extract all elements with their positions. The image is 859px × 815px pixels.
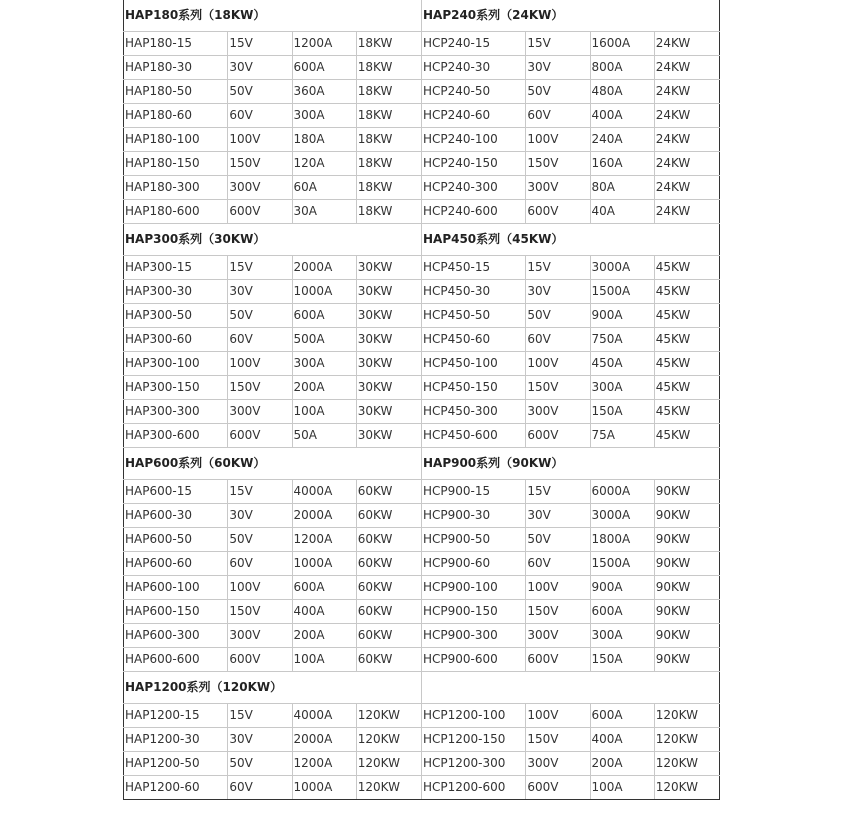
right-voltage-cell: 60V bbox=[526, 552, 590, 576]
right-power-cell: 90KW bbox=[654, 552, 719, 576]
right-model-cell: HCP900-600 bbox=[421, 648, 525, 672]
left-voltage-cell: 150V bbox=[228, 152, 292, 176]
left-model-cell: HAP1200-15 bbox=[124, 704, 228, 728]
right-current-cell: 800A bbox=[590, 56, 654, 80]
left-voltage-cell: 30V bbox=[228, 728, 292, 752]
right-model-cell: HCP1200-150 bbox=[421, 728, 525, 752]
right-current-cell: 400A bbox=[590, 728, 654, 752]
table-row bbox=[124, 552, 720, 576]
left-current-cell: 360A bbox=[292, 80, 356, 104]
series-title-left: HAP180系列（18KW） bbox=[124, 0, 422, 32]
left-model-cell: HAP300-15 bbox=[124, 256, 228, 280]
left-power-cell: 30KW bbox=[356, 352, 421, 376]
table-row bbox=[124, 328, 720, 352]
table-row bbox=[124, 104, 720, 128]
right-voltage-cell: 50V bbox=[526, 304, 590, 328]
right-current-cell: 75A bbox=[590, 424, 654, 448]
series-header-row bbox=[124, 224, 720, 256]
table-row bbox=[124, 624, 720, 648]
table-row bbox=[124, 528, 720, 552]
right-voltage-cell: 15V bbox=[526, 256, 590, 280]
table-row bbox=[124, 256, 720, 280]
left-model-cell: HAP300-150 bbox=[124, 376, 228, 400]
table-row bbox=[124, 376, 720, 400]
left-current-cell: 200A bbox=[292, 376, 356, 400]
left-voltage-cell: 50V bbox=[228, 304, 292, 328]
right-voltage-cell: 600V bbox=[526, 648, 590, 672]
left-current-cell: 1000A bbox=[292, 280, 356, 304]
right-current-cell: 1500A bbox=[590, 280, 654, 304]
right-power-cell: 24KW bbox=[654, 32, 719, 56]
left-model-cell: HAP180-150 bbox=[124, 152, 228, 176]
right-voltage-cell: 100V bbox=[526, 576, 590, 600]
left-model-cell: HAP300-50 bbox=[124, 304, 228, 328]
left-model-cell: HAP180-600 bbox=[124, 200, 228, 224]
right-power-cell: 24KW bbox=[654, 104, 719, 128]
right-model-cell: HCP240-150 bbox=[421, 152, 525, 176]
table-row bbox=[124, 200, 720, 224]
left-voltage-cell: 15V bbox=[228, 32, 292, 56]
right-power-cell: 24KW bbox=[654, 80, 719, 104]
right-current-cell: 900A bbox=[590, 576, 654, 600]
table-row bbox=[124, 32, 720, 56]
right-model-cell: HCP900-50 bbox=[421, 528, 525, 552]
right-current-cell: 240A bbox=[590, 128, 654, 152]
right-power-cell: 90KW bbox=[654, 528, 719, 552]
table-row bbox=[124, 304, 720, 328]
left-power-cell: 60KW bbox=[356, 624, 421, 648]
table-row bbox=[124, 128, 720, 152]
left-model-cell: HAP600-100 bbox=[124, 576, 228, 600]
left-model-cell: HAP180-30 bbox=[124, 56, 228, 80]
spec-table bbox=[123, 0, 720, 800]
right-model-cell: HCP900-300 bbox=[421, 624, 525, 648]
right-voltage-cell: 150V bbox=[526, 600, 590, 624]
series-title-right: HAP450系列（45KW） bbox=[421, 224, 719, 256]
right-power-cell: 90KW bbox=[654, 624, 719, 648]
right-voltage-cell: 100V bbox=[526, 352, 590, 376]
left-current-cell: 50A bbox=[292, 424, 356, 448]
left-current-cell: 100A bbox=[292, 648, 356, 672]
series-title-right: HAP240系列（24KW） bbox=[421, 0, 719, 32]
right-current-cell: 300A bbox=[590, 624, 654, 648]
left-current-cell: 4000A bbox=[292, 480, 356, 504]
series-title-right: HAP900系列（90KW） bbox=[421, 448, 719, 480]
right-voltage-cell: 15V bbox=[526, 480, 590, 504]
table-row bbox=[124, 752, 720, 776]
left-voltage-cell: 30V bbox=[228, 56, 292, 80]
right-model-cell: HCP450-100 bbox=[421, 352, 525, 376]
left-model-cell: HAP600-50 bbox=[124, 528, 228, 552]
table-row bbox=[124, 648, 720, 672]
right-model-cell: HCP450-300 bbox=[421, 400, 525, 424]
right-current-cell: 3000A bbox=[590, 256, 654, 280]
right-current-cell: 600A bbox=[590, 704, 654, 728]
right-current-cell: 1600A bbox=[590, 32, 654, 56]
right-model-cell: HCP900-60 bbox=[421, 552, 525, 576]
right-voltage-cell: 60V bbox=[526, 328, 590, 352]
left-voltage-cell: 50V bbox=[228, 528, 292, 552]
left-power-cell: 18KW bbox=[356, 32, 421, 56]
right-model-cell: HCP240-600 bbox=[421, 200, 525, 224]
left-power-cell: 30KW bbox=[356, 376, 421, 400]
right-voltage-cell: 50V bbox=[526, 528, 590, 552]
right-model-cell: HCP900-30 bbox=[421, 504, 525, 528]
table-row bbox=[124, 600, 720, 624]
left-model-cell: HAP180-100 bbox=[124, 128, 228, 152]
right-current-cell: 900A bbox=[590, 304, 654, 328]
left-model-cell: HAP300-600 bbox=[124, 424, 228, 448]
left-current-cell: 180A bbox=[292, 128, 356, 152]
right-model-cell: HCP450-30 bbox=[421, 280, 525, 304]
left-voltage-cell: 300V bbox=[228, 176, 292, 200]
right-model-cell: HCP450-15 bbox=[421, 256, 525, 280]
right-power-cell: 24KW bbox=[654, 176, 719, 200]
right-power-cell: 90KW bbox=[654, 600, 719, 624]
right-current-cell: 40A bbox=[590, 200, 654, 224]
right-current-cell: 3000A bbox=[590, 504, 654, 528]
right-model-cell: HCP1200-600 bbox=[421, 776, 525, 800]
table-row bbox=[124, 152, 720, 176]
left-model-cell: HAP600-15 bbox=[124, 480, 228, 504]
left-model-cell: HAP600-150 bbox=[124, 600, 228, 624]
right-current-cell: 100A bbox=[590, 776, 654, 800]
right-voltage-cell: 300V bbox=[526, 400, 590, 424]
right-power-cell: 45KW bbox=[654, 424, 719, 448]
left-model-cell: HAP600-30 bbox=[124, 504, 228, 528]
left-current-cell: 2000A bbox=[292, 728, 356, 752]
left-current-cell: 2000A bbox=[292, 504, 356, 528]
right-current-cell: 160A bbox=[590, 152, 654, 176]
right-current-cell: 480A bbox=[590, 80, 654, 104]
left-voltage-cell: 50V bbox=[228, 80, 292, 104]
right-model-cell: HCP240-100 bbox=[421, 128, 525, 152]
left-voltage-cell: 60V bbox=[228, 776, 292, 800]
right-voltage-cell: 30V bbox=[526, 280, 590, 304]
left-voltage-cell: 15V bbox=[228, 256, 292, 280]
left-power-cell: 60KW bbox=[356, 528, 421, 552]
right-voltage-cell: 600V bbox=[526, 776, 590, 800]
left-current-cell: 600A bbox=[292, 576, 356, 600]
left-current-cell: 400A bbox=[292, 600, 356, 624]
right-model-cell: HCP450-60 bbox=[421, 328, 525, 352]
left-power-cell: 120KW bbox=[356, 704, 421, 728]
spec-table-body bbox=[124, 0, 720, 800]
right-voltage-cell: 60V bbox=[526, 104, 590, 128]
left-power-cell: 18KW bbox=[356, 128, 421, 152]
right-power-cell: 45KW bbox=[654, 280, 719, 304]
left-power-cell: 18KW bbox=[356, 200, 421, 224]
right-power-cell: 45KW bbox=[654, 352, 719, 376]
series-title-left: HAP1200系列（120KW） bbox=[124, 672, 422, 704]
left-voltage-cell: 50V bbox=[228, 752, 292, 776]
right-power-cell: 90KW bbox=[654, 648, 719, 672]
right-model-cell: HCP1200-300 bbox=[421, 752, 525, 776]
left-power-cell: 60KW bbox=[356, 576, 421, 600]
series-title-right bbox=[421, 672, 719, 704]
left-model-cell: HAP600-600 bbox=[124, 648, 228, 672]
table-row bbox=[124, 424, 720, 448]
right-voltage-cell: 300V bbox=[526, 624, 590, 648]
right-voltage-cell: 150V bbox=[526, 376, 590, 400]
left-model-cell: HAP1200-30 bbox=[124, 728, 228, 752]
left-voltage-cell: 600V bbox=[228, 648, 292, 672]
series-header-row bbox=[124, 448, 720, 480]
right-voltage-cell: 30V bbox=[526, 504, 590, 528]
right-voltage-cell: 100V bbox=[526, 704, 590, 728]
left-voltage-cell: 600V bbox=[228, 424, 292, 448]
right-model-cell: HCP240-30 bbox=[421, 56, 525, 80]
left-power-cell: 30KW bbox=[356, 400, 421, 424]
left-current-cell: 1200A bbox=[292, 752, 356, 776]
right-power-cell: 45KW bbox=[654, 256, 719, 280]
left-voltage-cell: 100V bbox=[228, 576, 292, 600]
left-model-cell: HAP1200-60 bbox=[124, 776, 228, 800]
left-current-cell: 1200A bbox=[292, 528, 356, 552]
right-power-cell: 120KW bbox=[654, 776, 719, 800]
right-current-cell: 600A bbox=[590, 600, 654, 624]
left-current-cell: 100A bbox=[292, 400, 356, 424]
right-power-cell: 120KW bbox=[654, 728, 719, 752]
right-current-cell: 1800A bbox=[590, 528, 654, 552]
right-power-cell: 45KW bbox=[654, 376, 719, 400]
right-voltage-cell: 30V bbox=[526, 56, 590, 80]
right-model-cell: HCP900-15 bbox=[421, 480, 525, 504]
right-power-cell: 24KW bbox=[654, 152, 719, 176]
left-current-cell: 300A bbox=[292, 352, 356, 376]
left-model-cell: HAP600-300 bbox=[124, 624, 228, 648]
left-voltage-cell: 300V bbox=[228, 624, 292, 648]
left-voltage-cell: 60V bbox=[228, 104, 292, 128]
left-power-cell: 60KW bbox=[356, 648, 421, 672]
right-model-cell: HCP450-50 bbox=[421, 304, 525, 328]
left-model-cell: HAP180-15 bbox=[124, 32, 228, 56]
right-model-cell: HCP240-300 bbox=[421, 176, 525, 200]
left-current-cell: 120A bbox=[292, 152, 356, 176]
left-model-cell: HAP300-300 bbox=[124, 400, 228, 424]
right-power-cell: 24KW bbox=[654, 128, 719, 152]
left-current-cell: 1000A bbox=[292, 776, 356, 800]
right-power-cell: 24KW bbox=[654, 56, 719, 80]
left-model-cell: HAP180-50 bbox=[124, 80, 228, 104]
table-row bbox=[124, 280, 720, 304]
left-model-cell: HAP180-300 bbox=[124, 176, 228, 200]
left-power-cell: 18KW bbox=[356, 104, 421, 128]
series-title-left: HAP600系列（60KW） bbox=[124, 448, 422, 480]
table-row bbox=[124, 56, 720, 80]
right-model-cell: HCP450-150 bbox=[421, 376, 525, 400]
right-current-cell: 450A bbox=[590, 352, 654, 376]
left-current-cell: 500A bbox=[292, 328, 356, 352]
left-voltage-cell: 15V bbox=[228, 480, 292, 504]
left-power-cell: 60KW bbox=[356, 552, 421, 576]
right-power-cell: 120KW bbox=[654, 752, 719, 776]
left-model-cell: HAP180-60 bbox=[124, 104, 228, 128]
table-row bbox=[124, 504, 720, 528]
table-row bbox=[124, 704, 720, 728]
left-current-cell: 600A bbox=[292, 56, 356, 80]
right-power-cell: 90KW bbox=[654, 504, 719, 528]
right-current-cell: 150A bbox=[590, 648, 654, 672]
right-power-cell: 45KW bbox=[654, 304, 719, 328]
right-power-cell: 120KW bbox=[654, 704, 719, 728]
left-voltage-cell: 30V bbox=[228, 504, 292, 528]
table-row bbox=[124, 176, 720, 200]
right-model-cell: HCP240-15 bbox=[421, 32, 525, 56]
right-current-cell: 300A bbox=[590, 376, 654, 400]
left-power-cell: 120KW bbox=[356, 776, 421, 800]
right-voltage-cell: 300V bbox=[526, 176, 590, 200]
left-current-cell: 200A bbox=[292, 624, 356, 648]
left-current-cell: 1200A bbox=[292, 32, 356, 56]
left-current-cell: 1000A bbox=[292, 552, 356, 576]
left-power-cell: 18KW bbox=[356, 152, 421, 176]
left-power-cell: 60KW bbox=[356, 504, 421, 528]
right-current-cell: 200A bbox=[590, 752, 654, 776]
right-model-cell: HCP900-100 bbox=[421, 576, 525, 600]
left-power-cell: 120KW bbox=[356, 752, 421, 776]
left-power-cell: 18KW bbox=[356, 56, 421, 80]
left-model-cell: HAP300-60 bbox=[124, 328, 228, 352]
left-power-cell: 60KW bbox=[356, 480, 421, 504]
right-model-cell: HCP240-50 bbox=[421, 80, 525, 104]
left-voltage-cell: 150V bbox=[228, 600, 292, 624]
left-current-cell: 60A bbox=[292, 176, 356, 200]
series-title-left: HAP300系列（30KW） bbox=[124, 224, 422, 256]
right-voltage-cell: 100V bbox=[526, 128, 590, 152]
left-model-cell: HAP1200-50 bbox=[124, 752, 228, 776]
table-row bbox=[124, 480, 720, 504]
left-voltage-cell: 150V bbox=[228, 376, 292, 400]
table-row bbox=[124, 728, 720, 752]
left-power-cell: 18KW bbox=[356, 176, 421, 200]
right-power-cell: 24KW bbox=[654, 200, 719, 224]
left-power-cell: 30KW bbox=[356, 256, 421, 280]
left-voltage-cell: 60V bbox=[228, 328, 292, 352]
left-current-cell: 300A bbox=[292, 104, 356, 128]
table-row bbox=[124, 400, 720, 424]
table-row bbox=[124, 80, 720, 104]
left-voltage-cell: 15V bbox=[228, 704, 292, 728]
right-voltage-cell: 600V bbox=[526, 200, 590, 224]
table-row bbox=[124, 776, 720, 800]
right-current-cell: 1500A bbox=[590, 552, 654, 576]
right-current-cell: 400A bbox=[590, 104, 654, 128]
left-current-cell: 600A bbox=[292, 304, 356, 328]
right-power-cell: 45KW bbox=[654, 400, 719, 424]
right-voltage-cell: 300V bbox=[526, 752, 590, 776]
left-model-cell: HAP300-100 bbox=[124, 352, 228, 376]
right-current-cell: 6000A bbox=[590, 480, 654, 504]
left-power-cell: 120KW bbox=[356, 728, 421, 752]
left-voltage-cell: 30V bbox=[228, 280, 292, 304]
left-current-cell: 4000A bbox=[292, 704, 356, 728]
right-voltage-cell: 150V bbox=[526, 728, 590, 752]
left-current-cell: 30A bbox=[292, 200, 356, 224]
right-power-cell: 90KW bbox=[654, 480, 719, 504]
left-voltage-cell: 300V bbox=[228, 400, 292, 424]
right-model-cell: HCP1200-100 bbox=[421, 704, 525, 728]
right-power-cell: 90KW bbox=[654, 576, 719, 600]
table-row bbox=[124, 352, 720, 376]
right-power-cell: 45KW bbox=[654, 328, 719, 352]
left-power-cell: 18KW bbox=[356, 80, 421, 104]
right-voltage-cell: 600V bbox=[526, 424, 590, 448]
series-header-row bbox=[124, 0, 720, 32]
right-voltage-cell: 15V bbox=[526, 32, 590, 56]
right-voltage-cell: 50V bbox=[526, 80, 590, 104]
left-model-cell: HAP300-30 bbox=[124, 280, 228, 304]
left-power-cell: 30KW bbox=[356, 328, 421, 352]
left-current-cell: 2000A bbox=[292, 256, 356, 280]
left-voltage-cell: 100V bbox=[228, 128, 292, 152]
table-row bbox=[124, 576, 720, 600]
left-voltage-cell: 600V bbox=[228, 200, 292, 224]
right-current-cell: 750A bbox=[590, 328, 654, 352]
left-model-cell: HAP600-60 bbox=[124, 552, 228, 576]
series-header-row bbox=[124, 672, 720, 704]
right-model-cell: HCP900-150 bbox=[421, 600, 525, 624]
right-model-cell: HCP450-600 bbox=[421, 424, 525, 448]
right-voltage-cell: 150V bbox=[526, 152, 590, 176]
right-model-cell: HCP240-60 bbox=[421, 104, 525, 128]
left-voltage-cell: 60V bbox=[228, 552, 292, 576]
right-current-cell: 150A bbox=[590, 400, 654, 424]
left-power-cell: 30KW bbox=[356, 424, 421, 448]
right-current-cell: 80A bbox=[590, 176, 654, 200]
left-voltage-cell: 100V bbox=[228, 352, 292, 376]
left-power-cell: 60KW bbox=[356, 600, 421, 624]
left-power-cell: 30KW bbox=[356, 280, 421, 304]
left-power-cell: 30KW bbox=[356, 304, 421, 328]
